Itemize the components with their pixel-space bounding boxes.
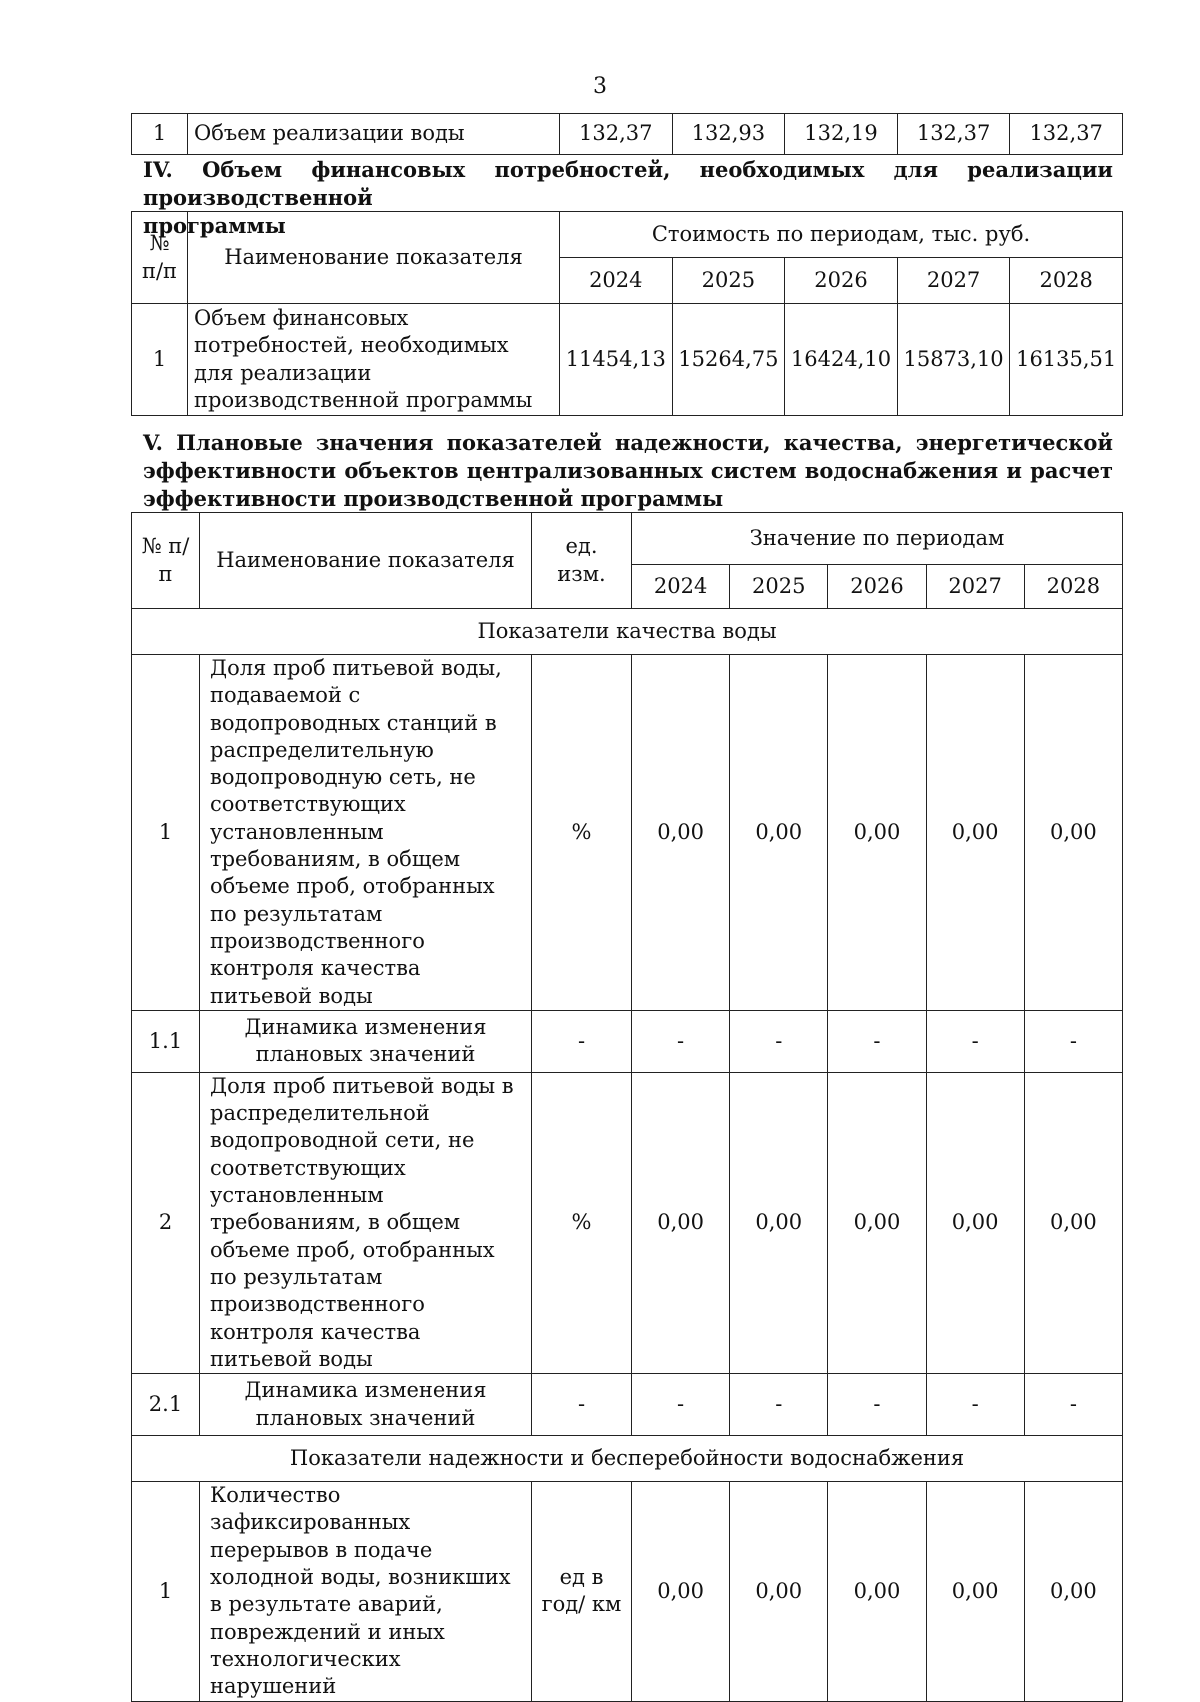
unit-cell: - bbox=[532, 1374, 632, 1436]
value-cell: 132,93 bbox=[672, 114, 785, 155]
heading-line: IV. Объем финансовых потребностей, необходимых для реализации производственной bbox=[143, 157, 1113, 210]
group-title: Показатели надежности и бесперебойности водоснабжения bbox=[132, 1436, 1123, 1482]
row-name: Количество зафиксированных перерывов в подаче холодной воды, возникших в результате аварий, повреждений и иных технологических нарушений bbox=[200, 1482, 532, 1701]
heading-line: программы bbox=[143, 213, 286, 238]
group-row bbox=[132, 609, 1123, 655]
year-header: 2027 bbox=[897, 258, 1010, 304]
value-cell: - bbox=[1024, 1010, 1122, 1072]
value-cell: 0,00 bbox=[632, 655, 730, 1011]
group-row bbox=[132, 1436, 1123, 1482]
value-cell: 0,00 bbox=[1024, 1072, 1122, 1373]
year-header: 2024 bbox=[632, 565, 730, 609]
year-header: 2026 bbox=[785, 258, 898, 304]
heading-line: V. Плановые значения показателей надежности, качества, энергетической bbox=[143, 430, 1113, 455]
unit-cell: % bbox=[532, 655, 632, 1011]
header-cost: Стоимость по периодам, тыс. руб. bbox=[560, 212, 1123, 258]
value-cell: - bbox=[730, 1010, 828, 1072]
table-volume-realization bbox=[131, 113, 1123, 155]
value-cell: 0,00 bbox=[828, 1482, 926, 1701]
row-number: 1.1 bbox=[132, 1010, 200, 1072]
value-cell: 132,37 bbox=[1010, 114, 1123, 155]
unit-cell: % bbox=[532, 1072, 632, 1373]
value-cell: 0,00 bbox=[1024, 655, 1122, 1011]
value-cell: 0,00 bbox=[926, 1482, 1024, 1701]
header-name: Наименование показателя bbox=[188, 212, 560, 304]
value-cell: 132,37 bbox=[897, 114, 1010, 155]
value-cell: - bbox=[632, 1374, 730, 1436]
header-num: № п/п bbox=[132, 212, 188, 304]
row-name: Динамика изменения плановых значений bbox=[200, 1010, 532, 1072]
year-header: 2028 bbox=[1024, 565, 1122, 609]
table-financial-needs bbox=[131, 211, 1123, 416]
header-num: № п/п bbox=[132, 513, 200, 609]
header-name: Наименование показателя bbox=[200, 513, 532, 609]
row-name: Объем финансовых потребностей, необходимых для реализации производственной программы bbox=[188, 304, 560, 416]
row-number: 1 bbox=[132, 1482, 200, 1701]
table-row bbox=[132, 304, 1123, 416]
value-cell: 11454,13 bbox=[560, 304, 673, 416]
value-cell: 15264,75 bbox=[672, 304, 785, 416]
year-header: 2025 bbox=[672, 258, 785, 304]
table-header-row bbox=[132, 212, 1123, 258]
value-cell: 0,00 bbox=[1024, 1482, 1122, 1701]
value-cell: 15873,10 bbox=[897, 304, 1010, 416]
row-name: Объем реализации воды bbox=[188, 114, 560, 155]
table-row bbox=[132, 1010, 1123, 1072]
value-cell: 0,00 bbox=[926, 1072, 1024, 1373]
year-header: 2027 bbox=[926, 565, 1024, 609]
heading-line: эффективности объектов централизованных систем водоснабжения и расчет bbox=[143, 458, 1113, 483]
page-number: 3 bbox=[593, 74, 607, 99]
heading-line: эффективности производственной программы bbox=[143, 486, 724, 511]
table-row bbox=[132, 114, 1123, 155]
year-header: 2026 bbox=[828, 565, 926, 609]
header-unit: ед. изм. bbox=[532, 513, 632, 609]
value-cell: - bbox=[1024, 1374, 1122, 1436]
row-name: Доля проб питьевой воды, подаваемой с водопроводных станций в распределительную водопроводную сеть, не соответствующих установленным требованиям, в общем объеме проб, отобранных по результатам производственного контроля качества питьевой воды bbox=[200, 655, 532, 1011]
value-cell: 132,19 bbox=[785, 114, 898, 155]
table-header-row bbox=[132, 513, 1123, 565]
table-row bbox=[132, 655, 1123, 1011]
value-cell: 16135,51 bbox=[1010, 304, 1123, 416]
table-row bbox=[132, 1374, 1123, 1436]
table-row bbox=[132, 1482, 1123, 1701]
row-name: Динамика изменения плановых значений bbox=[200, 1374, 532, 1436]
group-title: Показатели качества воды bbox=[132, 609, 1123, 655]
year-header: 2025 bbox=[730, 565, 828, 609]
value-cell: 132,37 bbox=[560, 114, 673, 155]
row-name: Доля проб питьевой воды в распределительной водопроводной сети, не соответствующих установленным требованиям, в общем объеме проб, отобранных по результатам производственного контроля качества питьевой воды bbox=[200, 1072, 532, 1373]
year-header: 2024 bbox=[560, 258, 673, 304]
table-plan-indicators bbox=[131, 512, 1123, 1702]
value-cell: 0,00 bbox=[730, 1072, 828, 1373]
value-cell: 16424,10 bbox=[785, 304, 898, 416]
value-cell: - bbox=[632, 1010, 730, 1072]
value-cell: - bbox=[730, 1374, 828, 1436]
table-row bbox=[132, 1072, 1123, 1373]
year-header: 2028 bbox=[1010, 258, 1123, 304]
row-number: 1 bbox=[132, 655, 200, 1011]
row-number: 2 bbox=[132, 1072, 200, 1373]
value-cell: 0,00 bbox=[828, 1072, 926, 1373]
unit-cell: ед в год/ км bbox=[532, 1482, 632, 1701]
value-cell: - bbox=[828, 1010, 926, 1072]
section-5-heading bbox=[143, 429, 1113, 513]
value-cell: - bbox=[926, 1010, 1024, 1072]
value-cell: 0,00 bbox=[632, 1072, 730, 1373]
value-cell: 0,00 bbox=[828, 655, 926, 1011]
row-number: 1 bbox=[132, 304, 188, 416]
value-cell: - bbox=[926, 1374, 1024, 1436]
unit-cell: - bbox=[532, 1010, 632, 1072]
value-cell: - bbox=[828, 1374, 926, 1436]
value-cell: 0,00 bbox=[730, 655, 828, 1011]
value-cell: 0,00 bbox=[926, 655, 1024, 1011]
value-cell: 0,00 bbox=[632, 1482, 730, 1701]
value-cell: 0,00 bbox=[730, 1482, 828, 1701]
row-number: 1 bbox=[132, 114, 188, 155]
header-values: Значение по периодам bbox=[632, 513, 1123, 565]
row-number: 2.1 bbox=[132, 1374, 200, 1436]
